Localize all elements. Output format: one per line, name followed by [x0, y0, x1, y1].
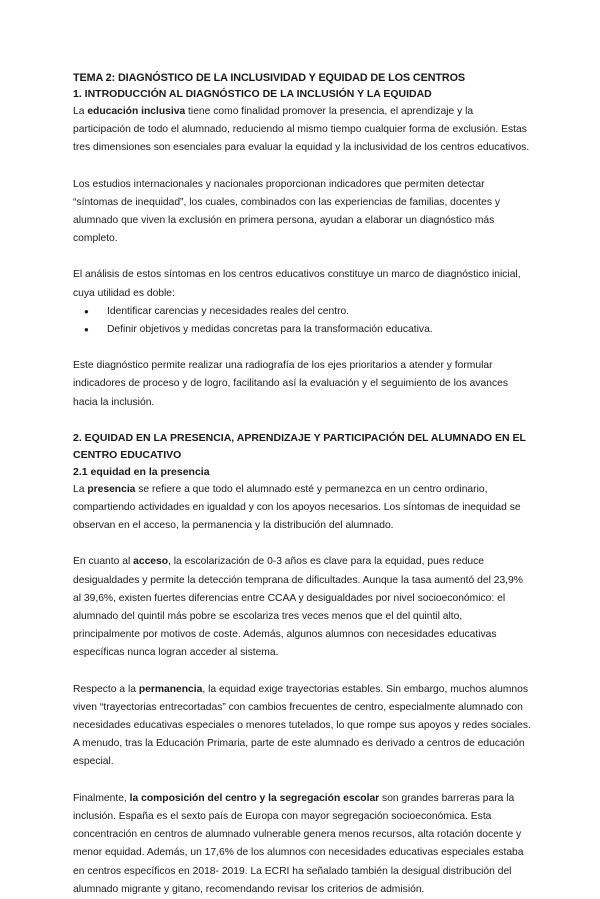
- list-item: ● Identificar carencias y necesidades reales del centro.: [73, 303, 531, 321]
- paragraph: El análisis de estos síntomas en los centros educativos constituye un marco de diagnóstico inicial, cuya utilidad es doble:: [73, 269, 521, 299]
- text: se refiere a que todo el alumnado esté y permanezca en un centro ordinario, compartiendo actividades en igualdad y con los apoyos necesarios. Los síntomas de inequidad se observan en el acceso, la permanencia y la distribución del alumnado.: [73, 483, 521, 532]
- bold-term: educación inclusiva: [87, 106, 186, 117]
- text: La: [73, 483, 88, 495]
- paragraph: [73, 481, 531, 536]
- text: , la escolarización de 0-3 años es clave para la equidad, pues reduce desigualdades y permite la detección temprana de dificultades. Aunque la tasa aumentó del 23,9% al 39,6%, existen fuertes diferencias entre CCAA y desigualdades por nivel socioeconómico: el alumnado del quintil más pobre se escolariza tres veces menos que el del quintil alto, principalmente por motivos de coste. Además, algunos alumnos con necesidades educativas específicas nunca logran acceder al sistema.: [73, 556, 523, 659]
- section-1-heading: 1. INTRODUCCIÓN AL DIAGNÓSTICO DE LA INCLUSIÓN Y LA EQUIDAD: [73, 88, 432, 100]
- bold-term: acceso: [133, 556, 169, 568]
- list-item: ● Definir objetivos y medidas concretas para la transformación educativa.: [73, 321, 531, 339]
- bold-term: la composición del centro y la segregación escolar: [129, 792, 380, 804]
- paragraph: [73, 681, 531, 772]
- section-2-heading: 2. EQUIDAD EN LA PRESENCIA, APRENDIZAJE Y PARTICIPACIÓN DEL ALUMNADO EN EL CENTRO EDUCATIVO: [73, 431, 526, 461]
- paragraph: Los estudios internacionales y nacionales proporcionan indicadores que permiten detectar “síntomas de inequidad”, los cuales, combinados con las experiencias de familias, docentes y alumnado que viven la exclusión en primera persona, ayudan a elaborar un diagnóstico más completo.: [73, 178, 500, 245]
- text: tiene como finalidad promover la presencia, el aprendizaje y la participación de todo el alumnado, reduciendo al mismo tiempo cualquier forma de exclusión. Estas tres dimensiones son esenciales para evaluar la equidad y la inclusividad de los centros educativos.: [73, 106, 530, 154]
- subsection-heading: 2.1 equidad en la presencia: [73, 465, 210, 478]
- text: Finalmente,: [73, 792, 130, 804]
- text: , la equidad exige trayectorias estables. Sin embargo, muchos alumnos viven “trayectorias entrecortadas” con cambios frecuentes de centro, especialmente alumnado con necesidades educativas especiales o menores tutelados, lo que rompe sus apoyos y redes sociales. A menudo, tras la Educación Primaria, parte de este alumnado es derivado a centros de educación especial.: [73, 683, 531, 768]
- paragraph: [73, 553, 531, 662]
- text: En cuanto al: [73, 556, 134, 568]
- text: La: [73, 106, 88, 117]
- paragraph: [73, 103, 531, 158]
- text: Respecto a la: [73, 683, 139, 695]
- document-title: TEMA 2: DIAGNÓSTICO DE LA INCLUSIVIDAD Y EQUIDAD DE LOS CENTROS: [73, 72, 466, 84]
- bullet-list: [73, 303, 531, 339]
- paragraph: [73, 790, 531, 899]
- document-page: [73, 70, 531, 899]
- paragraph: Este diagnóstico permite realizar una radiografía de los ejes prioritarios a atender y formular indicadores de proceso y de logro, facilitando así la evaluación y el seguimiento de los avances hacia la inclusión.: [73, 360, 509, 408]
- text: son grandes barreras para la inclusión. España es el sexto país de Europa con mayor segregación socioeconómica. Esta concentración en centros de alumnado vulnerable genera menos recursos, alta rotación docente y menor equidad. Además, un 17,6% de los alumnos con necesidades educativas especiales estaba en centros específicos en 2018- 2019. La ECRI ha señalado también la desigual distribución del alumnado migrante y gitano, recomendando revisar los criterios de admisión.: [73, 792, 524, 895]
- bold-term: presencia: [87, 483, 136, 495]
- bold-term: permanencia: [138, 683, 203, 695]
